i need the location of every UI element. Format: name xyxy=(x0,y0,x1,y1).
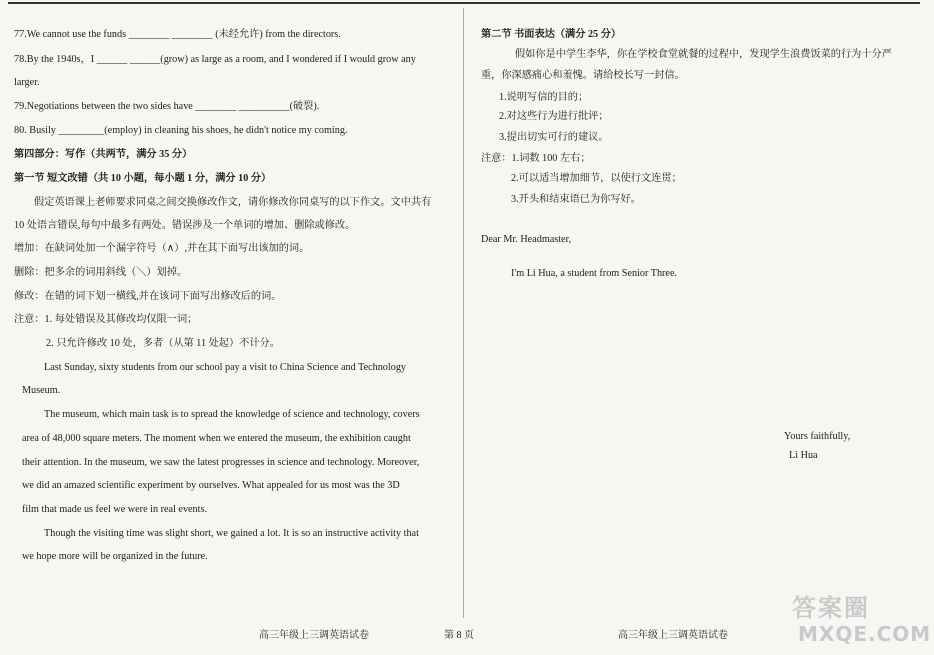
footer-left: 高三年级上三调英语试卷 xyxy=(259,630,369,641)
question-79: 79.Negotiations between the two sides have ________ __________(破裂). xyxy=(14,101,320,112)
passage-line: The museum, which main task is to spread the knowledge of science and technology, covers xyxy=(44,409,420,420)
section1-heading: 第一节 短文改错（共 10 小题，每小题 1 分，满分 10 分） xyxy=(14,173,272,184)
letter-salutation: Dear Mr. Headmaster, xyxy=(481,234,572,245)
instruction-line1: 假定英语课上老师要求同桌之间交换修改作文，请你修改你同桌写的以下作文。文中共有 xyxy=(34,197,432,208)
passage-line: we hope more will be organized in the future. xyxy=(22,551,208,562)
prompt-line1: 假如你是中学生李华，你在学校食堂就餐的过程中，发现学生浪费饭菜的行为十分严 xyxy=(515,49,892,60)
writing-note-3: 3.开头和结束语已为你写好。 xyxy=(511,194,641,205)
question-77: 77.We cannot use the funds ________ ________ (未经允许) from the directors. xyxy=(14,29,341,40)
add-rule: 增加：在缺词处加一个漏字符号（∧）,并在其下面写出该加的词。 xyxy=(14,243,310,254)
passage-line: film that made us feel we were in real events. xyxy=(22,504,207,515)
question-78-line2: larger. xyxy=(14,77,40,88)
section2-heading: 第二节 书面表达（满分 25 分） xyxy=(481,29,622,40)
writing-note-1: 注意：1.词数 100 左右； xyxy=(481,153,591,164)
watermark-logo xyxy=(792,588,932,650)
passage-line: Though the visiting time was slight short, we gained a lot. It is so an instructive activity that xyxy=(44,528,419,539)
part4-heading: 第四部分：写作（共两节，满分 35 分） xyxy=(14,149,193,160)
letter-signature: Li Hua xyxy=(789,450,818,461)
page-number: 第 8 页 xyxy=(444,630,474,641)
requirement-3: 3.提出切实可行的建议。 xyxy=(499,132,609,143)
letter-opening: I'm Li Hua, a student from Senior Three. xyxy=(511,268,678,279)
passage-line: Museum. xyxy=(22,385,61,396)
requirement-1: 1.说明写信的目的； xyxy=(499,92,589,103)
watermark-url: MXQE.COM xyxy=(798,622,932,646)
prompt-line2: 重，你深感痛心和羞愧。请给校长写一封信。 xyxy=(481,70,685,81)
instruction-line2: 10 处语言错误,每句中最多有两处。错误涉及一个单词的增加、删除或修改。 xyxy=(14,220,356,231)
note-2: 2. 只允许修改 10 处，多者（从第 11 处起）不计分。 xyxy=(46,338,280,349)
writing-note-2: 2.可以适当增加细节，以使行文连贯； xyxy=(511,173,682,184)
passage-line: area of 48,000 square meters. The moment when we entered the museum, the exhibition caught xyxy=(22,433,411,444)
footer-right: 高三年级上三调英语试卷 xyxy=(618,630,728,641)
modify-rule: 修改：在错的词下划一横线,并在该词下面写出修改后的词。 xyxy=(14,291,282,302)
watermark-text: 答案圈 xyxy=(792,594,870,622)
question-78-line1: 78.By the 1940s，I ______ ______(grow) as large as a room, and I wondered if I would grow any xyxy=(14,54,416,65)
passage-line: their attention. In the museum, we saw the latest progresses in science and technology. Moreover, xyxy=(22,457,420,468)
passage-line: we did an amazed scientific experiment by ourselves. What appealed for us most was the 3D xyxy=(22,480,400,491)
question-80: 80. Busily _________(employ) in cleaning his shoes, he didn't notice my coming. xyxy=(14,125,348,136)
note-1: 注意：1. 每处错误及其修改均仅限一词； xyxy=(14,314,198,325)
requirement-2: 2.对这些行为进行批评； xyxy=(499,111,609,122)
passage-line: Last Sunday, sixty students from our school pay a visit to China Science and Technology xyxy=(44,362,407,373)
delete-rule: 删除：把多余的词用斜线（＼）划掉。 xyxy=(14,267,188,278)
letter-closing: Yours faithfully, xyxy=(784,431,851,442)
column-divider xyxy=(463,8,464,618)
top-rule xyxy=(8,2,920,4)
